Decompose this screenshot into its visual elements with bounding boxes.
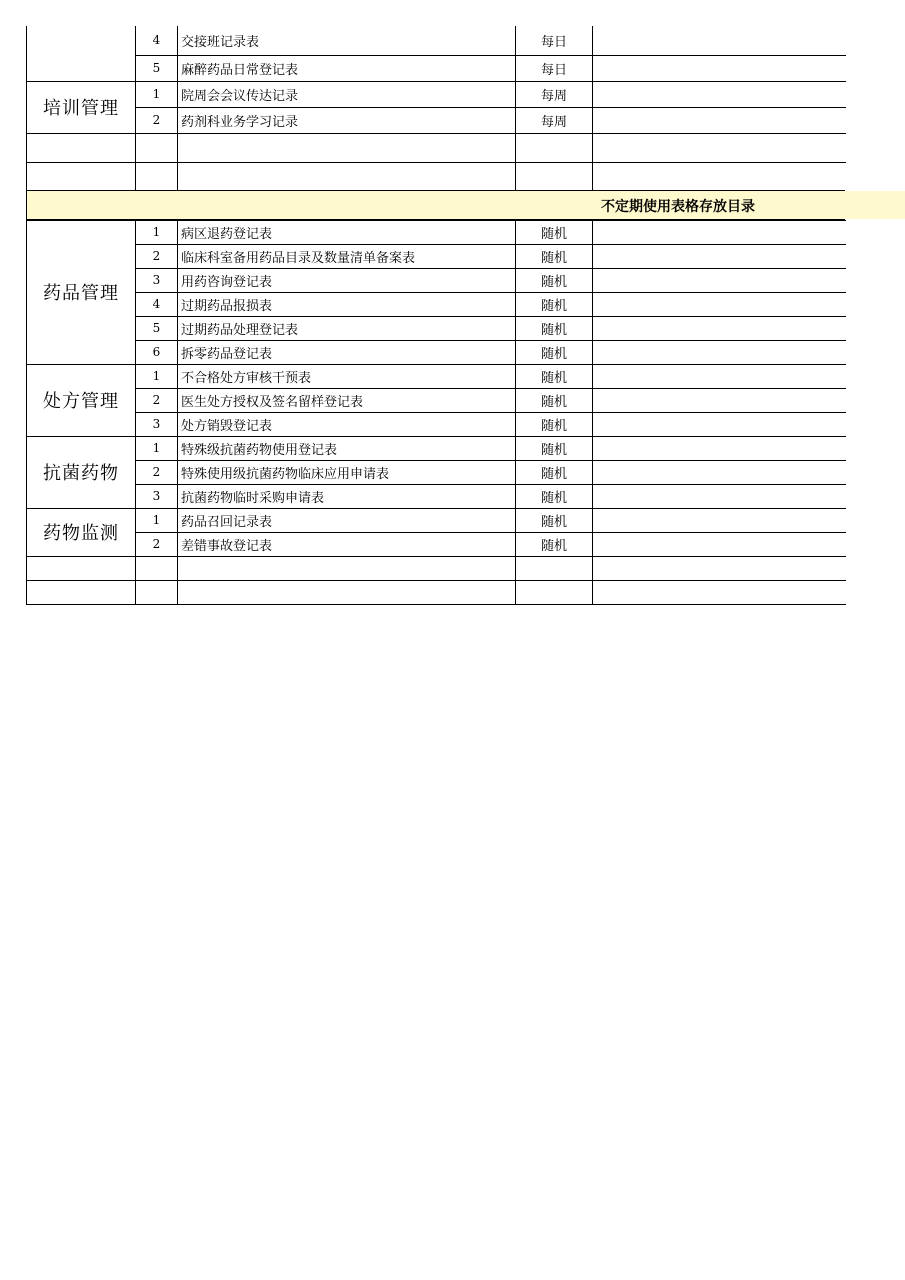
row-number: 2 (136, 107, 178, 133)
row-number: 2 (136, 460, 178, 484)
form-directory-table (26, 26, 846, 605)
remarks-cell (593, 55, 846, 81)
remarks-cell (593, 81, 846, 107)
remarks-cell (593, 508, 846, 532)
divider (26, 190, 845, 191)
remarks-cell (593, 220, 846, 244)
remarks-cell (593, 412, 846, 436)
remarks-cell (593, 268, 846, 292)
frequency: 随机 (516, 388, 593, 412)
row-number: 2 (136, 244, 178, 268)
remarks-cell (593, 388, 846, 412)
frequency: 每周 (516, 81, 593, 107)
section-banner (27, 191, 905, 219)
form-name: 病区退药登记表 (178, 220, 516, 244)
section-title: 不定期使用表格存放目录 (601, 199, 755, 215)
remarks-cell (593, 532, 846, 556)
category-cell-empty (27, 26, 136, 81)
frequency: 随机 (516, 340, 593, 364)
frequency: 随机 (516, 220, 593, 244)
form-name: 院周会会议传达记录 (178, 81, 516, 107)
frequency: 随机 (516, 460, 593, 484)
row-number: 2 (136, 388, 178, 412)
frequency: 每日 (516, 26, 593, 55)
divider (26, 219, 845, 220)
table-row (27, 55, 846, 81)
form-name: 过期药品处理登记表 (178, 316, 516, 340)
row-number: 3 (136, 484, 178, 508)
row-number: 1 (136, 220, 178, 244)
empty-row (27, 162, 846, 191)
remarks-cell (593, 26, 846, 55)
frequency: 随机 (516, 364, 593, 388)
table-row (27, 508, 846, 532)
form-name: 药品召回记录表 (178, 508, 516, 532)
table-row (27, 81, 846, 107)
table-row (27, 340, 846, 364)
row-number: 4 (136, 26, 178, 55)
table-row (27, 460, 846, 484)
form-name: 交接班记录表 (178, 26, 516, 55)
table-row (27, 107, 846, 133)
table-row (27, 316, 846, 340)
frequency: 随机 (516, 484, 593, 508)
frequency: 随机 (516, 244, 593, 268)
remarks-cell (593, 484, 846, 508)
divider (26, 190, 27, 220)
form-name: 麻醉药品日常登记表 (178, 55, 516, 81)
form-name: 特殊使用级抗菌药物临床应用申请表 (178, 460, 516, 484)
category-drug-management: 药品管理 (27, 220, 136, 364)
table-row (27, 244, 846, 268)
form-name: 医生处方授权及签名留样登记表 (178, 388, 516, 412)
remarks-cell (593, 316, 846, 340)
row-number: 1 (136, 436, 178, 460)
table-row (27, 436, 846, 460)
frequency: 随机 (516, 436, 593, 460)
row-number: 1 (136, 364, 178, 388)
table-row (27, 364, 846, 388)
frequency: 随机 (516, 532, 593, 556)
table-row (27, 532, 846, 556)
frequency: 每周 (516, 107, 593, 133)
category-prescription: 处方管理 (27, 364, 136, 436)
form-name: 临床科室备用药品目录及数量清单备案表 (178, 244, 516, 268)
form-name: 用药咨询登记表 (178, 268, 516, 292)
row-number: 6 (136, 340, 178, 364)
remarks-cell (593, 340, 846, 364)
row-number: 3 (136, 412, 178, 436)
row-number: 4 (136, 292, 178, 316)
remarks-cell (593, 436, 846, 460)
form-name: 药剂科业务学习记录 (178, 107, 516, 133)
row-number: 1 (136, 81, 178, 107)
form-name: 过期药品报损表 (178, 292, 516, 316)
empty-row (27, 133, 846, 162)
form-name: 特殊级抗菌药物使用登记表 (178, 436, 516, 460)
row-number: 5 (136, 316, 178, 340)
remarks-cell (593, 107, 846, 133)
form-name: 不合格处方审核干预表 (178, 364, 516, 388)
remarks-cell (593, 364, 846, 388)
form-name: 拆零药品登记表 (178, 340, 516, 364)
frequency: 随机 (516, 508, 593, 532)
row-number: 1 (136, 508, 178, 532)
form-name: 处方销毁登记表 (178, 412, 516, 436)
remarks-cell (593, 244, 846, 268)
frequency: 每日 (516, 55, 593, 81)
table-row (27, 26, 846, 55)
form-name: 差错事故登记表 (178, 532, 516, 556)
empty-row (27, 556, 846, 580)
table-row (27, 292, 846, 316)
category-monitoring: 药物监测 (27, 508, 136, 556)
frequency: 随机 (516, 292, 593, 316)
category-antibacterial: 抗菌药物 (27, 436, 136, 508)
frequency: 随机 (516, 316, 593, 340)
frequency: 随机 (516, 412, 593, 436)
remarks-cell (593, 292, 846, 316)
frequency: 随机 (516, 268, 593, 292)
table-row (27, 388, 846, 412)
remarks-cell (593, 460, 846, 484)
form-name: 抗菌药物临时采购申请表 (178, 484, 516, 508)
category-training: 培训管理 (27, 81, 136, 133)
row-number: 5 (136, 55, 178, 81)
table-row (27, 484, 846, 508)
table-row (27, 220, 846, 244)
row-number: 3 (136, 268, 178, 292)
row-number: 2 (136, 532, 178, 556)
table-row (27, 268, 846, 292)
empty-row (27, 580, 846, 604)
table-row (27, 412, 846, 436)
